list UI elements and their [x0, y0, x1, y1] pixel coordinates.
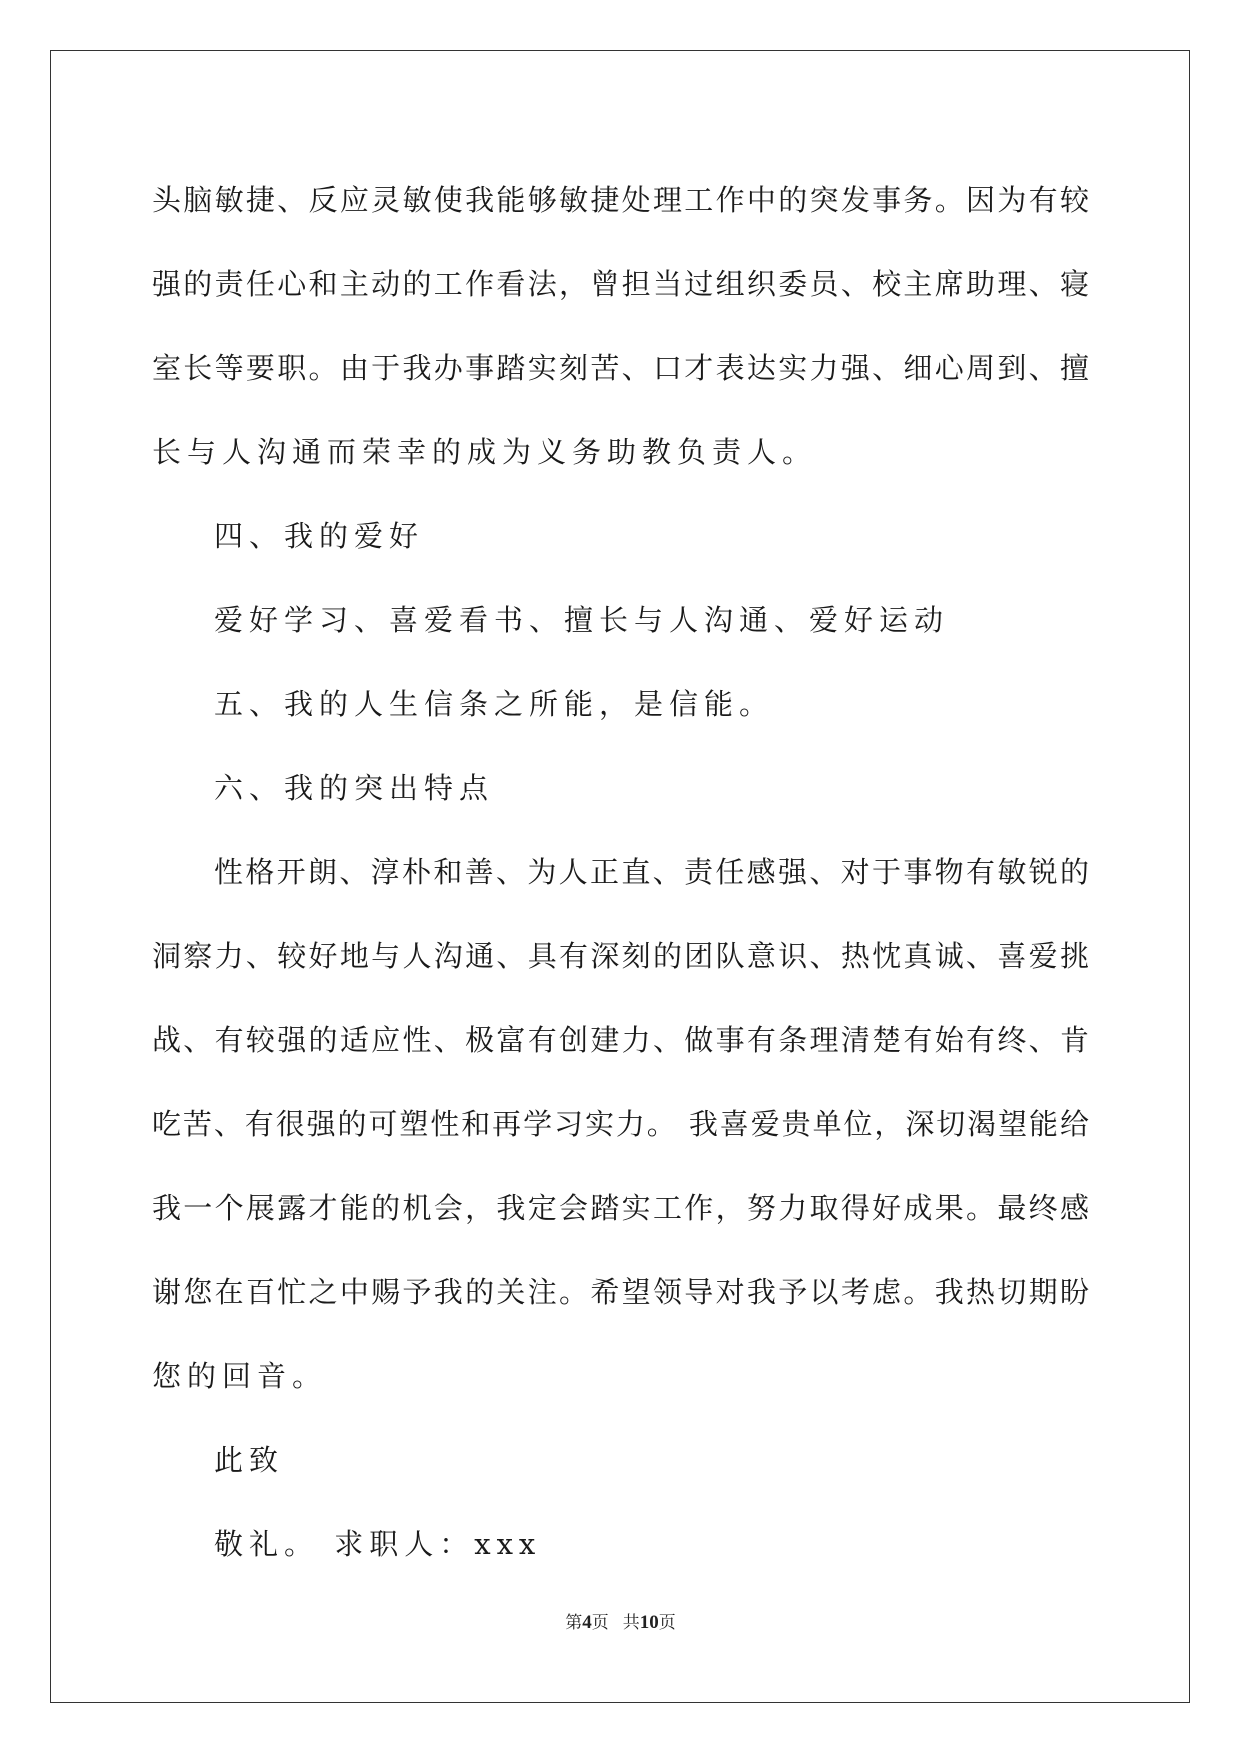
page-suffix: 页 [591, 1613, 609, 1633]
page-total: 10 [639, 1612, 659, 1633]
paragraph-line: 谢您在百忙之中赐予我的关注。希望领导对我予以考虑。我热切期盼 [152, 1275, 1089, 1309]
paragraph-line: 我一个展露才能的机会，我定会踏实工作，努力取得好成果。最终感 [152, 1191, 1089, 1225]
paragraph-line: 您的回音。 [152, 1359, 328, 1393]
paragraph-line: 头脑敏捷、反应灵敏使我能够敏捷处理工作中的突发事务。因为有较 [152, 183, 1089, 217]
paragraph-line: 强的责任心和主动的工作看法，曾担当过组织委员、校主席助理、寝 [152, 267, 1089, 301]
page-prefix: 第 [565, 1613, 583, 1633]
closing-salutation: 此致 [214, 1443, 285, 1477]
section-heading-hobbies: 四、我的爱好 [214, 519, 425, 553]
section-heading-motto: 五、我的人生信条之所能，是信能。 [214, 687, 775, 721]
total-suffix: 页 [658, 1613, 676, 1633]
paragraph-line: 战、有较强的适应性、极富有创建力、做事有条理清楚有始有终、肯 [152, 1023, 1089, 1057]
total-prefix: 共 [622, 1613, 640, 1633]
paragraph-line: 爱好学习、喜爱看书、擅长与人沟通、爱好运动 [214, 603, 950, 637]
paragraph-line: 洞察力、较好地与人沟通、具有深刻的团队意识、热忱真诚、喜爱挑 [152, 939, 1089, 973]
paragraph-line: 长与人沟通而荣幸的成为义务助教负责人。 [152, 435, 818, 469]
paragraph-line: 性格开朗、淳朴和善、为人正直、责任感强、对于事物有敏锐的 [214, 855, 1089, 889]
section-heading-traits: 六、我的突出特点 [214, 771, 495, 805]
page-current: 4 [582, 1612, 592, 1633]
signature-line: 敬礼。 求职人：xxx [214, 1527, 542, 1561]
paragraph-line: 室长等要职。由于我办事踏实刻苦、口才表达实力强、细心周到、擅 [152, 351, 1089, 385]
paragraph-line: 吃苦、有很强的可塑性和再学习实力。 我喜爱贵单位，深切渴望能给 [152, 1107, 1089, 1141]
document-body [152, 158, 1089, 1586]
page-footer [0, 1608, 1241, 1634]
